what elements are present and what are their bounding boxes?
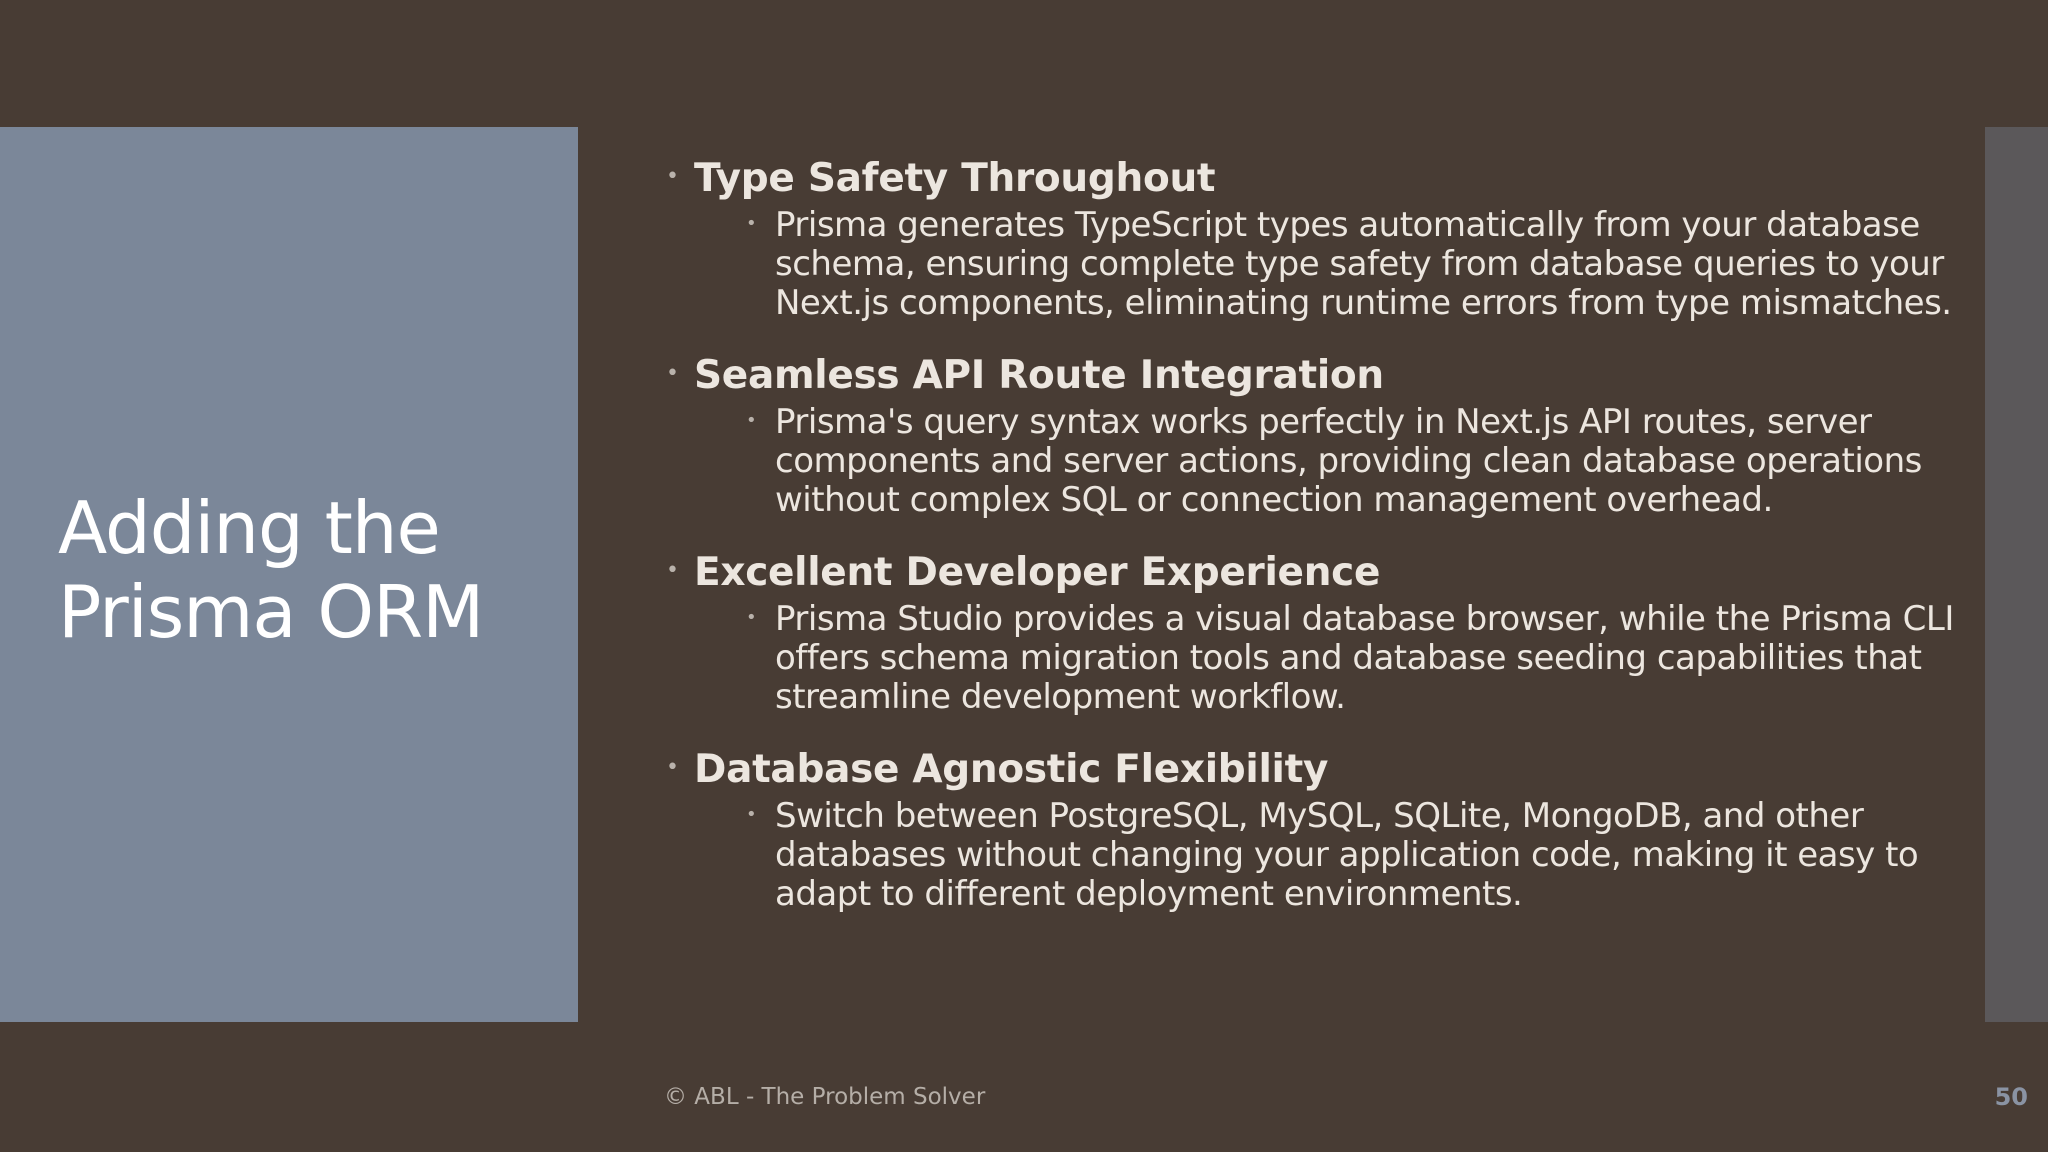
bullet-dot-icon: • <box>666 164 679 189</box>
bullet-heading: Excellent Developer Experience <box>694 550 1381 595</box>
bullet-section-api-route <box>664 349 1964 520</box>
slide-title: Adding the Prisma ORM <box>58 486 484 654</box>
bullet-section-developer-experience <box>664 546 1964 717</box>
footer-copyright: © ABL - The Problem Solver <box>664 1084 986 1110</box>
bullet-heading: Database Agnostic Flexibility <box>694 747 1329 792</box>
sub-bullet-text: Prisma's query syntax works perfectly in Next.js API routes, server components and server actions, providing clean database operations without complex SQL or connection management overhead. <box>775 402 1922 520</box>
bullet-dot-icon: • <box>666 755 679 780</box>
bullet-section-type-safety <box>664 152 1964 323</box>
sub-bullet-text: Prisma Studio provides a visual database browser, while the Prisma CLI offers schema migration tools and database seeding capabilities that streamline development workflow. <box>775 599 1954 717</box>
sub-bullet-row <box>664 403 1964 520</box>
bullet-section-database-agnostic <box>664 743 1964 914</box>
bullet-dot-icon: • <box>666 361 679 386</box>
bullet-heading-row <box>664 546 1964 600</box>
bullet-heading: Type Safety Throughout <box>694 156 1216 201</box>
sub-bullet-dot-icon: • <box>746 213 757 234</box>
sub-bullet-dot-icon: • <box>746 804 757 825</box>
sub-bullet-row <box>664 206 1964 323</box>
sub-bullet-dot-icon: • <box>746 607 757 628</box>
sub-bullet-row <box>664 600 1964 717</box>
sub-bullet-text: Switch between PostgreSQL, MySQL, SQLite, MongoDB, and other databases without changing your application code, making it easy to adapt to different deployment environments. <box>775 796 1919 914</box>
right-accent-strip <box>1985 127 2048 1022</box>
bullet-heading: Seamless API Route Integration <box>694 353 1384 398</box>
bullet-dot-icon: • <box>666 558 679 583</box>
bullet-heading-row <box>664 743 1964 797</box>
sub-bullet-text: Prisma generates TypeScript types automatically from your database schema, ensuring complete type safety from database queries to your Next.js components, eliminating runtime errors from type mismatches. <box>775 205 1952 323</box>
sub-bullet-row <box>664 797 1964 914</box>
bullet-heading-row <box>664 152 1964 206</box>
sub-bullet-dot-icon: • <box>746 410 757 431</box>
page-number: 50 <box>1994 1083 2028 1111</box>
bullet-list <box>664 152 1964 940</box>
bullet-heading-row <box>664 349 1964 403</box>
